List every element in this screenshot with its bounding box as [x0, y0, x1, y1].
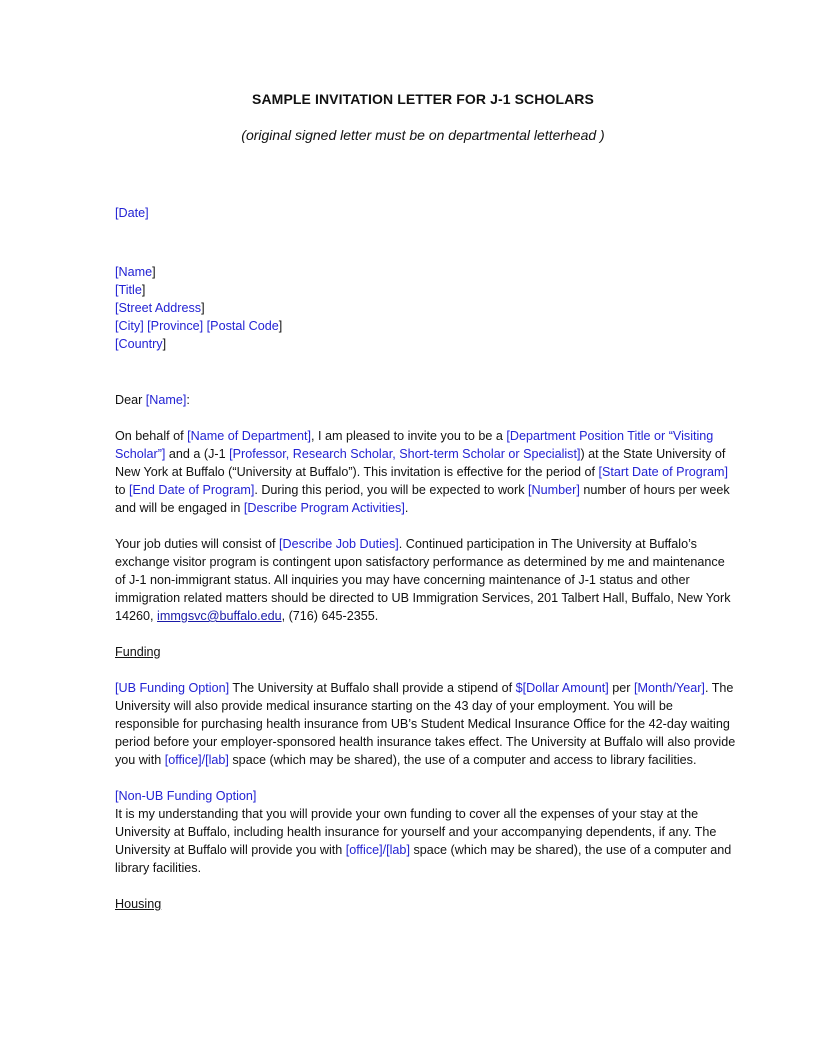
address-name: [Name] — [115, 265, 156, 279]
address-country: [Country] — [115, 337, 167, 351]
non-ub-funding-option: [Non-UB Funding Option] — [115, 789, 257, 803]
email-link[interactable]: immgsvc@buffalo.edu — [157, 609, 282, 623]
letter-body — [115, 204, 737, 913]
funding-heading: Funding — [115, 645, 161, 659]
duties-paragraph: Your job duties will consist of [Describe Job Duties]. Continued participation in The University at Buffalo’s exchange visitor program is contingent upon satisfactory performance as determined by me and maintenance of J-1 non-immigrant status. All inquiries you may have concerning maintenance of J-1 status and other immigration related matters should be directed to UB Immigration Services, 201 Talbert Hall, Buffalo, New York 14260, immgsvc@buffalo.edu, (716) 645-2355. — [115, 537, 731, 623]
address-street: [Street Address] — [115, 301, 205, 315]
document-title: SAMPLE INVITATION LETTER FOR J-1 SCHOLARS — [252, 91, 594, 107]
date-placeholder: [Date] — [115, 206, 149, 220]
housing-heading: Housing — [115, 897, 162, 911]
ub-funding-paragraph: [UB Funding Option] The University at Buffalo shall provide a stipend of $[Dollar Amount] per [Month/Year]. The University will also provide medical insurance starting on the 43 day of your employment. You will be responsible for purchasing health insurance from UB’s Student Medical Insurance Office for the 42-day waiting period before your employer-sponsored health insurance takes effect. The University at Buffalo will also provide you with [office]/[lab] space (which may be shared), the use of a computer and access to library facilities. — [115, 681, 736, 767]
address-title: [Title] — [115, 283, 146, 297]
address-city: [City] [Province] [Postal Code] — [115, 319, 283, 333]
recipient-address — [115, 263, 737, 353]
salutation: Dear [Name]: — [115, 393, 190, 407]
invitation-paragraph: On behalf of [Name of Department], I am pleased to invite you to be a [Department Position Title or “Visiting Scholar”] and a (J-1 [Professor, Research Scholar, Short-term Scholar or Specialist]) at the State University of New York at Buffalo (“University at Buffalo”). This invitation is effective for the period of [Start Date of Program] to [End Date of Program]. During this period, you will be expected to work [Number] number of hours per week and will be engaged in [Describe Program Activities]. — [115, 429, 730, 515]
date-line — [115, 204, 737, 222]
non-ub-funding-paragraph: It is my understanding that you will provide your own funding to cover all the expenses of your stay at the University at Buffalo, including health insurance for yourself and your accompanying dependents, if any. The University at Buffalo will provide you with [office]/[lab] space (which may be shared), the use of a computer and library facilities. — [115, 807, 732, 875]
document-subtitle: (original signed letter must be on departmental letterhead ) — [241, 127, 605, 143]
